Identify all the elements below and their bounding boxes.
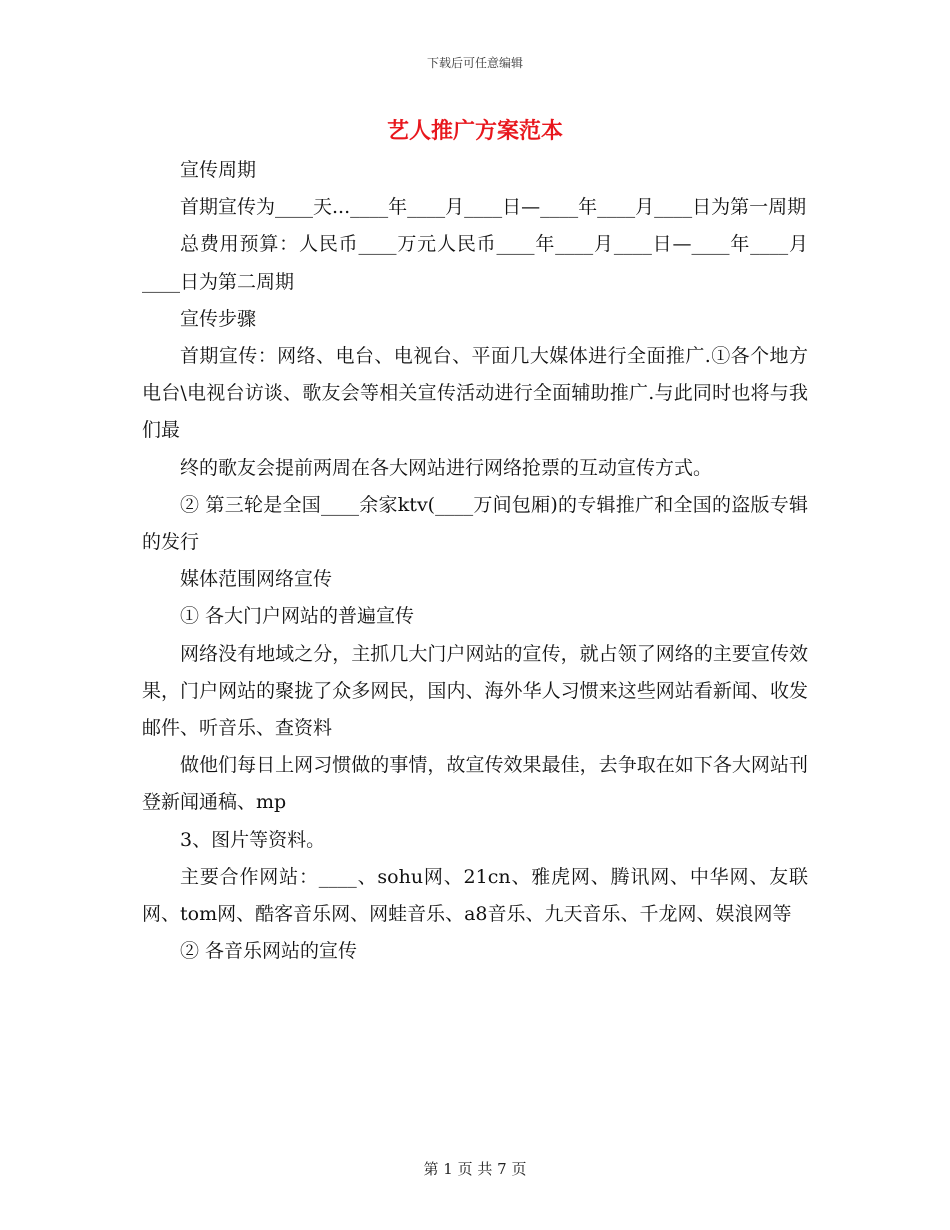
- page-number: 第 1 页 共 7 页: [423, 1160, 527, 1178]
- paragraph-partner-sites: 主要合作网站：____、sohu网、21cn、雅虎网、腾讯网、中华网、友联网、tom网、酷客音乐网、网蛙音乐、a8音乐、九天音乐、千龙网、娱浪网等: [142, 865, 808, 926]
- paragraph-fan-meeting: 终的歌友会提前两周在各大网站进行网络抢票的互动宣传方式。: [180, 456, 713, 479]
- page-header-note: 下载后可任意编辑: [426, 56, 523, 70]
- paragraph-daily-habits: 做他们每日上网习惯做的事情，故宣传效果最佳，去争取在如下各大网站刊登新闻通稿、mp: [142, 754, 808, 814]
- paragraph-period-heading: 宣传周期: [180, 159, 257, 181]
- paragraph-portal-heading: ① 各大门户网站的普遍宣传: [180, 605, 415, 628]
- paragraph-first-promotion: 首期宣传：网络、电台、电视台、平面几大媒体进行全面推广.①各个地方电台\电视台访谈、歌友会等相关宣传活动进行全面辅助推广.与此同时也将与我们最: [142, 345, 808, 442]
- paragraph-images-materials: 3、图片等资料。: [180, 828, 326, 851]
- paragraph-first-period: 首期宣传为____天...____年____月____日—____年____月____日为第一周期: [180, 196, 807, 219]
- document-title: 艺人推广方案范本: [386, 118, 563, 144]
- paragraph-music-sites-heading: ② 各音乐网站的宣传: [180, 940, 358, 963]
- paragraph-media-scope-heading: 媒体范围网络宣传: [180, 568, 333, 591]
- paragraph-portal-description: 网络没有地域之分，主抓几大门户网站的宣传，就占领了网络的主要宣传效果，门户网站的聚拢了众多网民，国内、海外华人习惯来这些网站看新闻、收发邮件、听音乐、查资料: [142, 642, 808, 740]
- document-body: [142, 152, 808, 970]
- paragraph-budget: 总费用预算：人民币____万元人民币____年____月____日—____年____月____日为第二周期: [142, 233, 808, 293]
- paragraph-steps-heading: 宣传步骤: [180, 307, 257, 330]
- paragraph-third-round: ② 第三轮是全国____余家ktv(____万间包厢)的专辑推广和全国的盗版专辑的发行: [142, 493, 808, 554]
